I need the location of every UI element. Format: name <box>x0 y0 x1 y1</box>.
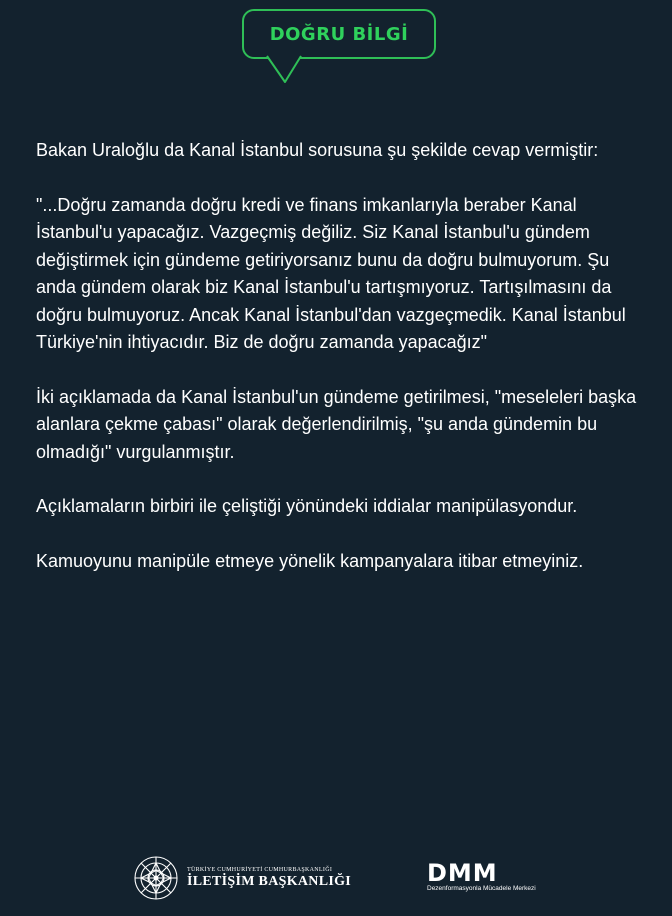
paragraph-warning: Kamuoyunu manipüle etmeye yönelik kampanyalara itibar etmeyiniz. <box>36 550 584 571</box>
paragraph-claim: Açıklamaların birbiri ile çeliştiği yönündeki iddialar manipülasyondur. <box>36 496 578 516</box>
badge-box <box>242 9 436 59</box>
iletisim-big-text: İLETİŞİM BAŞKANLIĞI <box>187 874 352 889</box>
dmm-wordmark: DMM <box>427 859 498 887</box>
iletisim-baskanligi-logo <box>133 855 351 901</box>
seal-icon <box>133 855 179 901</box>
badge-label: DOĞRU BİLGİ <box>269 23 409 45</box>
dmm-logo <box>427 859 536 893</box>
paragraph-intro: Bakan Uraloğlu da Kanal İstanbul sorusuna şu şekilde cevap vermiştir: <box>36 140 599 160</box>
dogru-bilgi-badge <box>242 9 440 85</box>
iletisim-wordmark <box>187 866 351 890</box>
iletisim-small-text: TÜRKİYE CUMHURİYETİ CUMHURBAŞKANLIĞI <box>187 867 333 873</box>
paragraph-explanation: İki açıklamada da Kanal İstanbul'un gündeme getirilmesi, "meseleleri başka alanlara çekme çabası" olarak değerlendirilmiş, "şu anda gündemin bu olmadığı" vurgulanmıştır. <box>36 386 637 462</box>
speech-tail-icon <box>266 55 306 87</box>
dmm-subtitle: Dezenformasyonla Mücadele Merkezi <box>427 885 536 892</box>
body-text <box>36 137 646 602</box>
paragraph-quote: "...Doğru zamanda doğru kredi ve finans imkanlarıyla beraber Kanal İstanbul'u yapacağız. Vazgeçmiş değiliz. Siz Kanal İstanbul'u gündem değiştirmek için gündeme getiriyorsanız bunu da doğru bulmuyorum. Şu anda gündem olarak biz Kanal İstanbul'u tartışmıyoruz. Tartışılmasını da doğru bulmuyoruz. Ancak Kanal İstanbul'dan vazgeçmedik. Kanal İstanbul Türkiye'nin ihtiyacıdır. Biz de doğru zamanda yapacağız" <box>36 194 626 352</box>
